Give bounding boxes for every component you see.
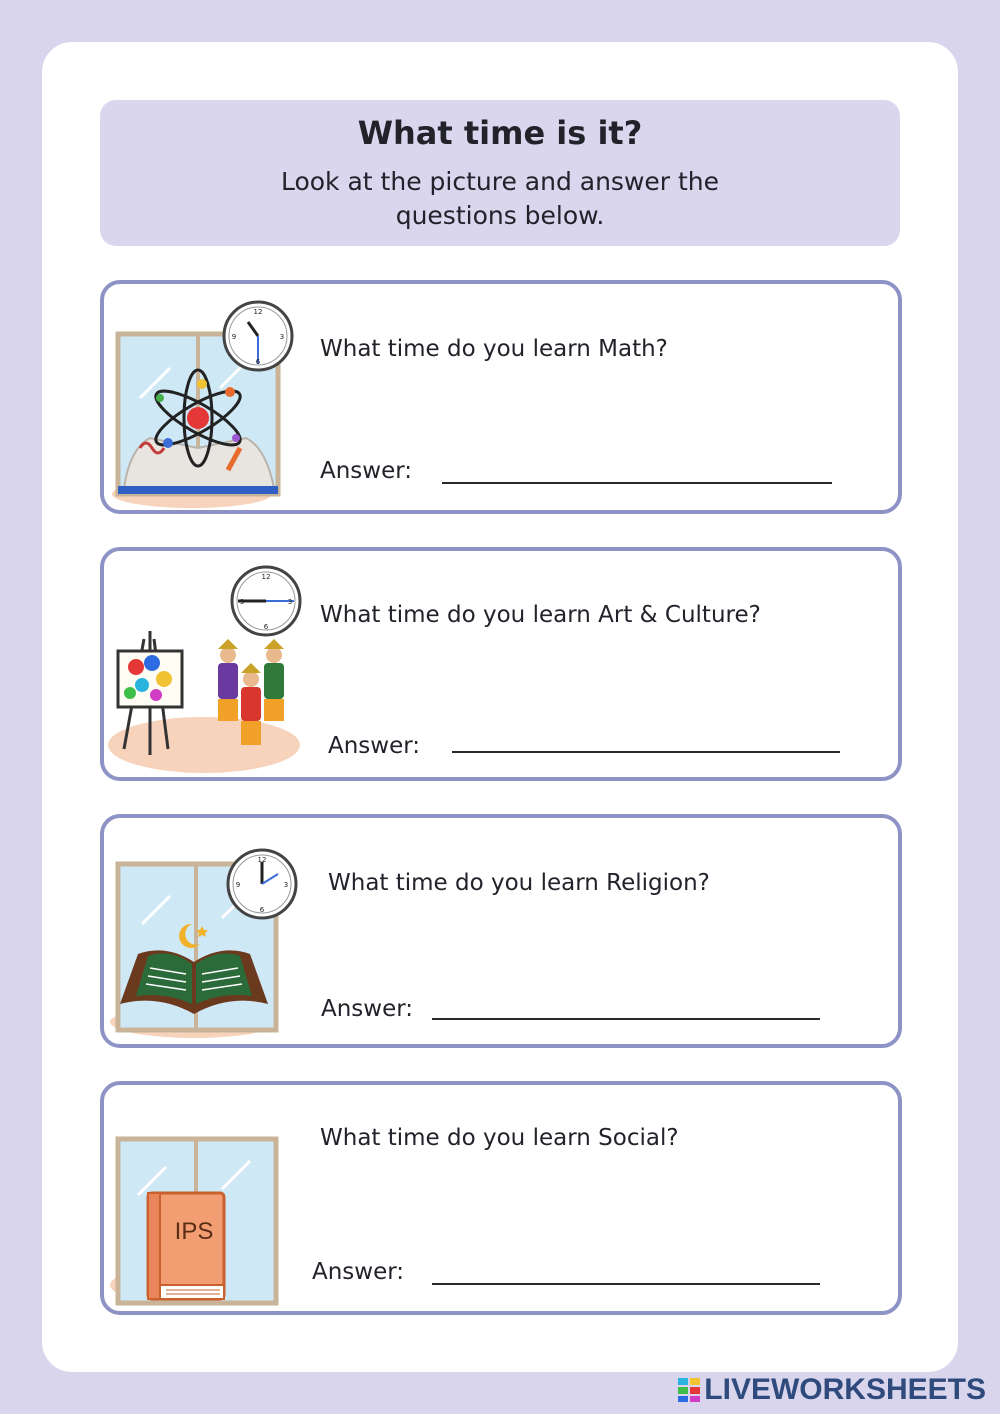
- question-text: What time do you learn Religion?: [328, 870, 710, 896]
- question-text: What time do you learn Art & Culture?: [320, 602, 761, 628]
- svg-text:9: 9: [239, 598, 245, 606]
- easel-dancers-icon: [106, 559, 306, 775]
- book-label: IPS: [174, 1218, 214, 1245]
- svg-text:6: 6: [255, 358, 261, 366]
- answer-field[interactable]: [432, 1283, 820, 1285]
- answer-field[interactable]: [442, 482, 832, 484]
- liveworksheets-logo-icon: [678, 1378, 700, 1402]
- answer-label: Answer:: [312, 1259, 405, 1285]
- instructions-line-1: Look at the picture and answer the: [280, 167, 720, 196]
- question-text: What time do you learn Math?: [320, 336, 668, 362]
- worksheet-header: [100, 100, 900, 246]
- svg-text:3: 3: [287, 598, 293, 606]
- question-card-math: [100, 280, 902, 514]
- svg-text:3: 3: [279, 333, 285, 341]
- instructions-line-2: questions below.: [395, 201, 605, 230]
- quran-book-icon: [110, 844, 300, 1040]
- question-text: What time do you learn Social?: [320, 1125, 679, 1151]
- answer-field[interactable]: [452, 751, 840, 753]
- question-card-social: [100, 1081, 902, 1315]
- answer-label: Answer:: [328, 733, 421, 759]
- ips-book-icon: [110, 1135, 288, 1307]
- answer-label: Answer:: [321, 996, 414, 1022]
- question-card-religion: [100, 814, 902, 1048]
- science-book-icon: [110, 298, 300, 508]
- svg-text:12: 12: [261, 573, 271, 581]
- svg-text:6: 6: [263, 623, 269, 631]
- footer-brand: [678, 1372, 986, 1408]
- svg-text:12: 12: [257, 856, 267, 864]
- brand-name: LIVEWORKSHEETS: [704, 1373, 986, 1406]
- svg-text:9: 9: [235, 881, 241, 889]
- svg-text:9: 9: [231, 333, 237, 341]
- question-card-art-culture: [100, 547, 902, 781]
- instructions: [100, 165, 900, 233]
- page-title: What time is it?: [357, 114, 643, 152]
- svg-text:12: 12: [253, 308, 263, 316]
- svg-text:3: 3: [283, 881, 289, 889]
- svg-text:6: 6: [259, 906, 265, 914]
- answer-label: Answer:: [320, 458, 413, 484]
- answer-field[interactable]: [432, 1018, 820, 1020]
